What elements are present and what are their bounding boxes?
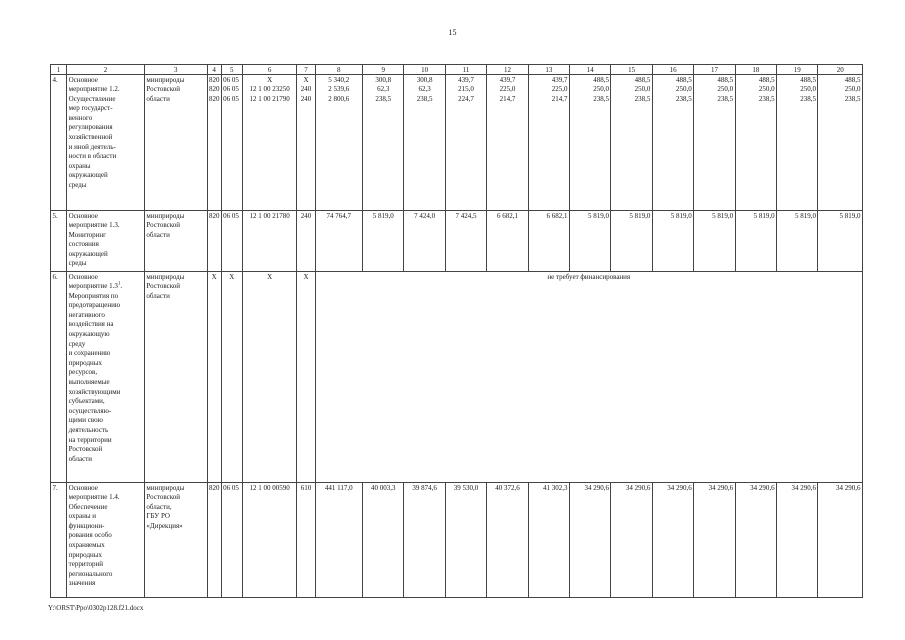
sub-value: 439,7 [499, 75, 516, 84]
value-cell: 41 302,3 [528, 483, 569, 598]
sub-value: 225,0 [551, 85, 568, 94]
sub-value: 488,5 [676, 75, 692, 84]
column-number: 19 [777, 65, 818, 75]
text-line: предотвращению [68, 301, 121, 310]
text-line: области [146, 291, 170, 300]
text-line: мер государст- [68, 104, 113, 113]
text-line: Мероприятия по [68, 291, 119, 300]
column-number: 3 [144, 65, 207, 75]
column-number-row [51, 65, 863, 75]
value-cell [652, 75, 693, 211]
value-cell: Х [297, 272, 315, 483]
sub-value: 250,0 [717, 85, 734, 94]
text-line: природных [68, 550, 102, 559]
measure-name [67, 75, 145, 211]
value-cell [528, 75, 569, 211]
sub-value: 06 05 [223, 85, 239, 94]
column-number: 2 [67, 65, 145, 75]
value-cell: 7 424,0 [404, 211, 445, 272]
value-cell: 5 819,0 [694, 211, 735, 272]
budget-table [50, 64, 863, 598]
executor-cell [144, 483, 207, 598]
sub-value: 488,5 [593, 75, 609, 84]
measure-name [67, 211, 145, 272]
text-line: негативного [68, 310, 105, 319]
text-line: Ростовской [68, 445, 103, 454]
text-line: области [68, 454, 93, 463]
sub-value: 488,5 [844, 75, 861, 84]
row-number: 4. [51, 75, 67, 211]
value-cell: 5 819,0 [735, 211, 776, 272]
text-line: ности в области [68, 152, 117, 161]
value-cell: 6 682,1 [528, 211, 569, 272]
value-cell [611, 75, 652, 211]
text-line: Основное [68, 75, 98, 84]
column-number: 4 [207, 65, 221, 75]
text-line: хозяйственной [68, 133, 113, 142]
sub-value: 238,5 [758, 94, 775, 103]
value-cell: 39 874,6 [404, 483, 445, 598]
sub-value: 238,5 [676, 94, 692, 103]
value-cell: 06 05 [221, 211, 242, 272]
sub-value: 250,0 [800, 85, 816, 94]
text-line: мероприятие 1.4. [68, 493, 120, 502]
sub-value: 820 [209, 94, 220, 103]
value-cell: 820 [207, 483, 221, 598]
value-cell: 12 1 00 21780 [242, 211, 297, 272]
text-line: и иной деятель- [68, 142, 116, 151]
text-line: значения [68, 579, 96, 588]
column-number: 1 [51, 65, 67, 75]
sub-value: 2 539,6 [328, 85, 350, 94]
value-cell: 5 819,0 [818, 211, 863, 272]
value-cell [487, 75, 528, 211]
value-cell [445, 75, 486, 211]
value-cell: 7 424,5 [445, 211, 486, 272]
text-line: субъектами, [68, 397, 105, 406]
sub-value: 238,5 [634, 94, 651, 103]
sub-value: 5 340,2 [328, 75, 350, 84]
text-line: на территории [68, 435, 112, 444]
page-number: 15 [448, 28, 457, 37]
value-cell: 06 05 [221, 483, 242, 598]
sub-value: 62,3 [377, 85, 390, 94]
text-line: охраняемых [68, 541, 105, 550]
text-line: «Дирекция» [146, 521, 183, 530]
executor-cell [144, 272, 207, 483]
value-cell: 441 117,0 [315, 483, 362, 598]
column-number: 16 [652, 65, 693, 75]
value-cell: 74 764,7 [315, 211, 362, 272]
measure-name [67, 272, 145, 483]
sub-value: 488,5 [800, 75, 816, 84]
column-number: 13 [528, 65, 569, 75]
sub-value: 238,5 [416, 94, 433, 103]
text-line: Осуществление [68, 94, 116, 103]
sub-value: 238,5 [375, 94, 392, 103]
value-cell: 5 819,0 [652, 211, 693, 272]
value-cell: 34 290,6 [777, 483, 818, 598]
column-number: 8 [315, 65, 362, 75]
text-line: регионального [68, 569, 113, 578]
text-line: функциони- [68, 521, 105, 530]
sub-value: 240 [300, 85, 312, 94]
executor-cell [144, 211, 207, 272]
sub-value: 439,7 [551, 75, 568, 84]
text-line: минприроды [146, 483, 185, 492]
text-line: Основное [68, 211, 98, 220]
text-line: Ростовской [146, 85, 181, 94]
value-cell: 40 372,6 [487, 483, 528, 598]
sub-value: 250,0 [634, 85, 651, 94]
sub-value: 820 [209, 85, 220, 94]
value-cell: 34 290,6 [652, 483, 693, 598]
value-cell: Х [207, 272, 221, 483]
text-line: и сохранению [68, 349, 111, 358]
value-cell [735, 75, 776, 211]
text-line: Основное [68, 483, 98, 492]
value-cell [221, 75, 242, 211]
text-line: минприроды [146, 75, 185, 84]
text-line: Ростовской [146, 493, 181, 502]
sub-value: 488,5 [634, 75, 651, 84]
text-line: охраны и [68, 512, 97, 521]
sub-value: 250,0 [844, 85, 861, 94]
text-line: минприроды [146, 272, 185, 281]
file-path-footer: Y:\ORST\Ppo\0302p128.f21.docx [48, 604, 144, 612]
value-cell [570, 75, 611, 211]
text-line: области, [146, 502, 172, 511]
no-funding-note: не требует финансирования [315, 272, 862, 483]
table-row [51, 211, 863, 272]
text-line: рования особо [68, 531, 112, 540]
value-cell [315, 75, 362, 211]
sub-value: 2 800,6 [328, 94, 350, 103]
value-cell [297, 75, 315, 211]
executor-cell [144, 75, 207, 211]
text-line: мероприятие 1.2. [68, 85, 120, 94]
table-row [51, 272, 863, 483]
table-row [51, 483, 863, 598]
footnote-mark: 1 [117, 281, 121, 287]
value-cell: 34 290,6 [735, 483, 776, 598]
column-number: 10 [404, 65, 445, 75]
column-number: 18 [735, 65, 776, 75]
text-line: осуществляю- [68, 406, 112, 415]
sub-value: 224,7 [458, 94, 474, 103]
row-number: 6. [51, 272, 67, 483]
measure-name-line: Основное [68, 272, 98, 281]
sub-value: 488,5 [717, 75, 734, 84]
text-line: венного [68, 113, 93, 122]
value-cell [818, 75, 863, 211]
value-cell: 240 [297, 211, 315, 272]
value-cell [363, 75, 404, 211]
text-line: охраны [68, 161, 91, 170]
column-number: 5 [221, 65, 242, 75]
text-line: Обеспечение [68, 502, 108, 511]
sub-value: 820 [209, 75, 220, 84]
column-number: 6 [242, 65, 297, 75]
table-row [51, 75, 863, 211]
text-line: выполняемые [68, 378, 110, 387]
value-cell: 12 1 00 00590 [242, 483, 297, 598]
text-line: окружающую [68, 330, 110, 339]
row-number: 5. [51, 211, 67, 272]
column-number: 14 [570, 65, 611, 75]
column-number: 15 [611, 65, 652, 75]
value-cell: 820 [207, 211, 221, 272]
value-cell: 5 819,0 [363, 211, 404, 272]
value-cell: 610 [297, 483, 315, 598]
value-cell: Х [242, 272, 297, 483]
text-line: окружающей [68, 171, 108, 180]
sub-value: 225,0 [499, 85, 516, 94]
text-line: хозяйствующими [68, 387, 121, 396]
text-line: территорий [68, 560, 104, 569]
row-number: 7. [51, 483, 67, 598]
value-cell: 40 003,3 [363, 483, 404, 598]
column-number: 9 [363, 65, 404, 75]
text-line: среду [68, 339, 86, 348]
sub-value: 300,8 [416, 75, 433, 84]
text-line: щими свою [68, 416, 103, 425]
sub-value: 238,5 [844, 94, 861, 103]
value-cell: 39 530,0 [445, 483, 486, 598]
sub-value: Х [303, 75, 309, 84]
text-line: минприроды [146, 211, 185, 220]
value-cell: 34 290,6 [694, 483, 735, 598]
text-line: области [146, 94, 170, 103]
value-cell: 34 290,6 [611, 483, 652, 598]
sub-value: 250,0 [676, 85, 692, 94]
sub-value: 06 05 [223, 75, 239, 84]
value-cell: 5 819,0 [570, 211, 611, 272]
sub-value: 06 05 [223, 94, 239, 103]
value-cell [694, 75, 735, 211]
measure-code-tail: . [120, 282, 123, 291]
column-number: 7 [297, 65, 315, 75]
text-line: среды [68, 259, 87, 268]
sub-value: 439,7 [458, 75, 474, 84]
text-line: деятельность [68, 426, 109, 434]
value-cell: 34 290,6 [570, 483, 611, 598]
sub-value: 238,5 [800, 94, 816, 103]
measure-name-rest [69, 292, 143, 465]
sub-value: 240 [300, 94, 312, 103]
text-line: окружающей [68, 249, 108, 258]
text-line: области [146, 230, 170, 239]
value-cell [242, 75, 297, 211]
sub-value: 250,0 [593, 85, 609, 94]
text-line: мероприятие 1.3. [68, 221, 120, 230]
sub-value: 12 1 00 23250 [249, 85, 290, 94]
sub-value: 300,8 [375, 75, 392, 84]
measure-name-line [69, 282, 143, 292]
sub-value: 214,7 [551, 94, 568, 103]
text-line: ресурсов, [68, 368, 98, 377]
measure-name [67, 483, 145, 598]
text-line: природных [68, 358, 102, 367]
value-cell [404, 75, 445, 211]
text-line: регулирования [68, 123, 113, 132]
text-line: состояния [68, 240, 99, 249]
text-line: воздействия на [68, 320, 114, 329]
sub-value: 12 1 00 21790 [249, 94, 290, 103]
column-number: 20 [818, 65, 863, 75]
value-cell: 6 682,1 [487, 211, 528, 272]
value-cell: 5 819,0 [611, 211, 652, 272]
sub-value: 214,7 [499, 94, 516, 103]
value-cell: Х [221, 272, 242, 483]
sub-value: 215,0 [458, 85, 474, 94]
value-cell [777, 75, 818, 211]
sub-value: 250,0 [758, 85, 775, 94]
text-line: среды [68, 181, 87, 190]
value-cell [207, 75, 221, 211]
column-number: 12 [487, 65, 528, 75]
text-line: ГБУ РО [146, 512, 170, 521]
value-cell: 34 290,6 [818, 483, 863, 598]
sub-value: Х [267, 75, 273, 84]
sub-value: 238,5 [593, 94, 609, 103]
text-line: Мониторинг [68, 230, 107, 239]
sub-value: 62,3 [418, 85, 431, 94]
text-line: Ростовской [146, 282, 181, 291]
measure-code: мероприятие 1.3 [68, 282, 118, 291]
column-number: 11 [445, 65, 486, 75]
text-line: Ростовской [146, 221, 181, 230]
sub-value: 488,5 [758, 75, 775, 84]
sub-value: 238,5 [717, 94, 734, 103]
column-number: 17 [694, 65, 735, 75]
value-cell: 5 819,0 [777, 211, 818, 272]
